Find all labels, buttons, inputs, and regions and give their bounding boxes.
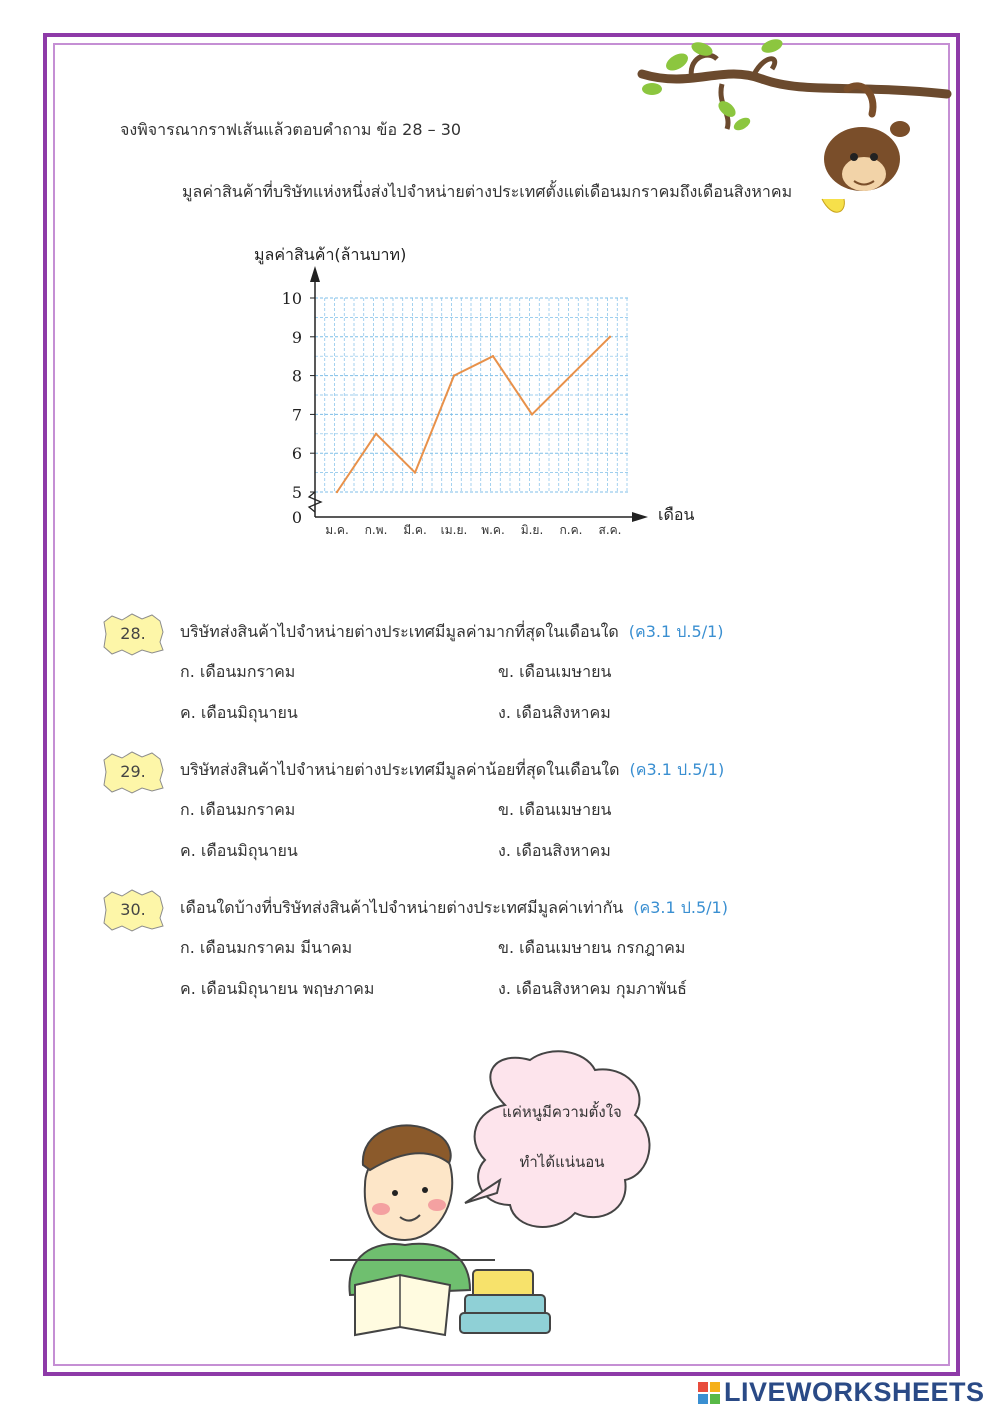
curriculum-ref: (ค3.1 ป.5/1)	[633, 898, 728, 917]
instruction-text: จงพิจารณากราฟเส้นแล้วตอบคำถาม ข้อ 28 – 30	[120, 120, 462, 139]
data-point	[570, 374, 572, 376]
data-point	[375, 433, 377, 435]
question-text	[180, 896, 728, 921]
question-prompt: เดือนใดบ้างที่บริษัทส่งสินค้าไปจำหน่ายต่างประเทศมีมูลค่าเท่ากัน	[180, 898, 624, 917]
curriculum-ref: (ค3.1 ป.5/1)	[628, 622, 724, 641]
y-tick-label: 9	[291, 327, 302, 347]
choice-c[interactable]: ค. เดือนมิถุนายน	[180, 703, 298, 722]
x-tick-label: ก.ค.	[559, 523, 583, 537]
question-text	[180, 758, 724, 783]
question-number-badge	[100, 612, 166, 656]
question-number: 29.	[120, 762, 146, 781]
choice-c[interactable]: ค. เดือนมิถุนายน พฤษภาคม	[180, 979, 375, 998]
choice-d[interactable]: ง. เดือนสิงหาคม	[498, 703, 611, 722]
data-point	[336, 491, 338, 493]
choice-a[interactable]: ก. เดือนมกราคม	[180, 662, 296, 681]
data-point	[609, 336, 611, 338]
y-tick-label: 10	[281, 289, 302, 308]
question-prompt: บริษัทส่งสินค้าไปจำหน่ายต่างประเทศมีมูลค่าน้อยที่สุดในเดือนใด	[180, 760, 620, 779]
data-point	[492, 355, 494, 357]
y-tick-label: 5	[291, 483, 302, 502]
choice-a[interactable]: ก. เดือนมกราคม มีนาคม	[180, 938, 353, 957]
y-tick-label: 6	[291, 444, 302, 464]
y-tick-label: 7	[291, 405, 302, 425]
speech-bubble-line-1: แค่หนูมีความตั้งใจ	[502, 1103, 622, 1121]
data-point	[414, 471, 416, 473]
x-tick-label: เม.ย.	[440, 523, 468, 537]
x-axis-label: เดือน	[658, 505, 695, 524]
y-axis-arrow	[310, 266, 320, 282]
question-number-badge	[100, 750, 166, 794]
line-chart	[230, 230, 710, 550]
x-tick-label: พ.ค.	[481, 523, 505, 537]
x-tick-label: ส.ค.	[598, 523, 622, 537]
data-point	[531, 413, 533, 415]
question-29	[100, 750, 900, 860]
student-reading-illustration	[325, 1045, 670, 1345]
question-text	[180, 620, 724, 645]
choice-d[interactable]: ง. เดือนสิงหาคม	[498, 841, 611, 860]
curriculum-ref: (ค3.1 ป.5/1)	[629, 760, 725, 779]
liveworksheets-logo-icon	[698, 1378, 722, 1410]
x-tick-label: มิ.ย.	[520, 523, 544, 537]
speech-bubble-line-2: ทำได้แน่นอน	[519, 1153, 605, 1171]
choice-b[interactable]: ข. เดือนเมษายน	[498, 662, 612, 681]
chart-caption: มูลค่าสินค้าที่บริษัทแห่งหนึ่งส่งไปจำหน่ายต่างประเทศตั้งแต่เดือนมกราคมถึงเดือนสิงหาคม	[182, 182, 793, 201]
y-axis-label: มูลค่าสินค้า(ล้านบาท)	[254, 245, 407, 264]
question-number-badge	[100, 888, 166, 932]
data-point	[453, 374, 455, 376]
choice-b[interactable]: ข. เดือนเมษายน	[498, 800, 612, 819]
x-tick-label: ม.ค.	[325, 523, 349, 537]
question-number: 30.	[120, 900, 146, 919]
x-axis-arrow	[632, 512, 648, 522]
y-tick-label: 8	[291, 366, 302, 386]
choice-c[interactable]: ค. เดือนมิถุนายน	[180, 841, 298, 860]
question-30	[100, 888, 900, 998]
choice-d[interactable]: ง. เดือนสิงหาคม กุมภาพันธ์	[498, 979, 687, 998]
question-number: 28.	[120, 624, 146, 643]
x-tick-label: มี.ค.	[403, 523, 427, 537]
liveworksheets-brand[interactable]: LIVEWORKSHEETS	[724, 1377, 985, 1407]
choice-b[interactable]: ข. เดือนเมษายน กรกฎาคม	[498, 938, 686, 957]
choice-a[interactable]: ก. เดือนมกราคม	[180, 800, 296, 819]
question-28	[100, 612, 900, 722]
x-tick-label: ก.พ.	[364, 523, 388, 537]
y-tick-label: 0	[291, 508, 302, 527]
question-prompt: บริษัทส่งสินค้าไปจำหน่ายต่างประเทศมีมูลค่ามากที่สุดในเดือนใด	[180, 622, 619, 641]
